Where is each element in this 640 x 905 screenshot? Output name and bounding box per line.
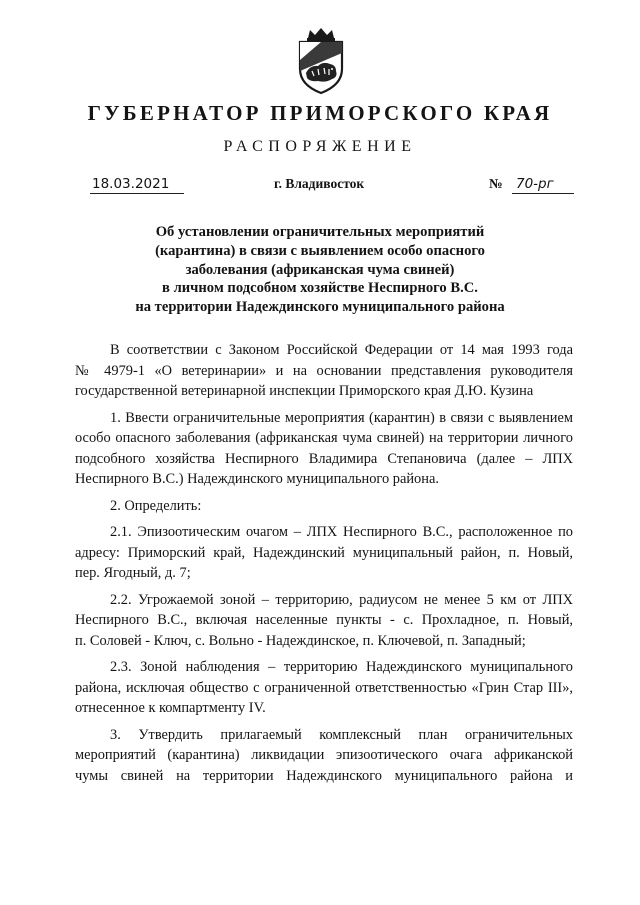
- document-type: РАСПОРЯЖЕНИЕ: [223, 138, 417, 155]
- authority-title: ГУБЕРНАТОР ПРИМОРСКОГО КРАЯ: [87, 101, 553, 125]
- text-line: 3. Утвердить прилагаемый комплексный план ограничительных: [110, 726, 573, 743]
- text-line: отнесенное к компартменту IV.: [75, 700, 266, 716]
- subject-line: на территории Надеждинского муниципального района: [135, 299, 505, 316]
- paragraph-item-1: [75, 408, 573, 490]
- paragraph-item-2-2: [75, 590, 573, 652]
- text-line: 1. Ввести ограничительные мероприятия (карантин) в связи с выявлением: [110, 409, 573, 426]
- subject-line: в личном подсобном хозяйстве Неспирного В.С.: [162, 280, 478, 297]
- text-line: В соответствии с Законом Российской Федерации от 14 мая 1993 года: [110, 342, 573, 358]
- subject-line: Об установлении ограничительных мероприятий: [155, 224, 485, 240]
- document-place: г. Владивосток: [274, 176, 365, 191]
- text-line: № 4979-1 «О ветеринарии» и на основании представления руководителя: [75, 362, 573, 379]
- subject-line: (карантина) в связи с выявлением особо опасного: [155, 242, 485, 259]
- paragraph-item-3: [75, 725, 573, 787]
- text-line: Неспирного В.С., включая населенные пункты - с. Прохладное, п. Новый,: [75, 612, 573, 628]
- text-line: подсобного хозяйства Неспирного Владимира Степановича (далее – ЛПХ: [75, 450, 573, 467]
- document-subject: [100, 223, 540, 317]
- text-line: Неспирного В.С.) Надеждинского муниципального района.: [75, 471, 439, 487]
- document-date: 18.03.2021: [90, 176, 184, 194]
- text-line: района, исключая общество с ограниченной ответственностью «Грин Стар III»,: [75, 679, 573, 696]
- text-line: пер. Ягодный, д. 7;: [75, 565, 191, 581]
- text-line: 2.1. Эпизоотическим очагом – ЛПХ Неспирного В.С., расположенное по: [110, 524, 573, 540]
- subject-line: заболевания (африканская чума свиней): [185, 261, 455, 278]
- text-line: мероприятий (карантина) ликвидации эпизоотического очага африканской: [75, 747, 573, 763]
- paragraph-item-2-3: [75, 657, 573, 719]
- text-line: чумы свиней на территории Надеждинского муниципального района и: [75, 767, 573, 784]
- text-line: адресу: Приморский край, Надеждинский муниципальный район, п. Новый,: [75, 544, 573, 561]
- document-number: 70-рг: [512, 176, 574, 194]
- document-body: [75, 340, 573, 792]
- text-line: 2. Определить:: [110, 497, 202, 514]
- text-line: особо опасного заболевания (африканская чума свиней) на территории личного: [75, 430, 573, 446]
- text-line: государственной ветеринарной инспекции Приморского края Д.Ю. Кузина: [75, 383, 534, 399]
- primorsky-coat-of-arms-icon: [292, 27, 350, 95]
- paragraph-item-2: [75, 496, 573, 517]
- text-line: 2.2. Угрожаемой зоной – территорию, радиусом не менее 5 км от ЛПХ: [110, 591, 573, 608]
- text-line: п. Соловей - Ключ, с. Вольно - Надеждинское, п. Ключевой, п. Западный;: [75, 632, 526, 649]
- text-line: 2.3. Зоной наблюдения – территорию Надеждинского муниципального: [110, 659, 573, 675]
- paragraph-item-2-1: [75, 522, 573, 584]
- number-label: №: [489, 176, 503, 191]
- paragraph-preamble: [75, 340, 573, 402]
